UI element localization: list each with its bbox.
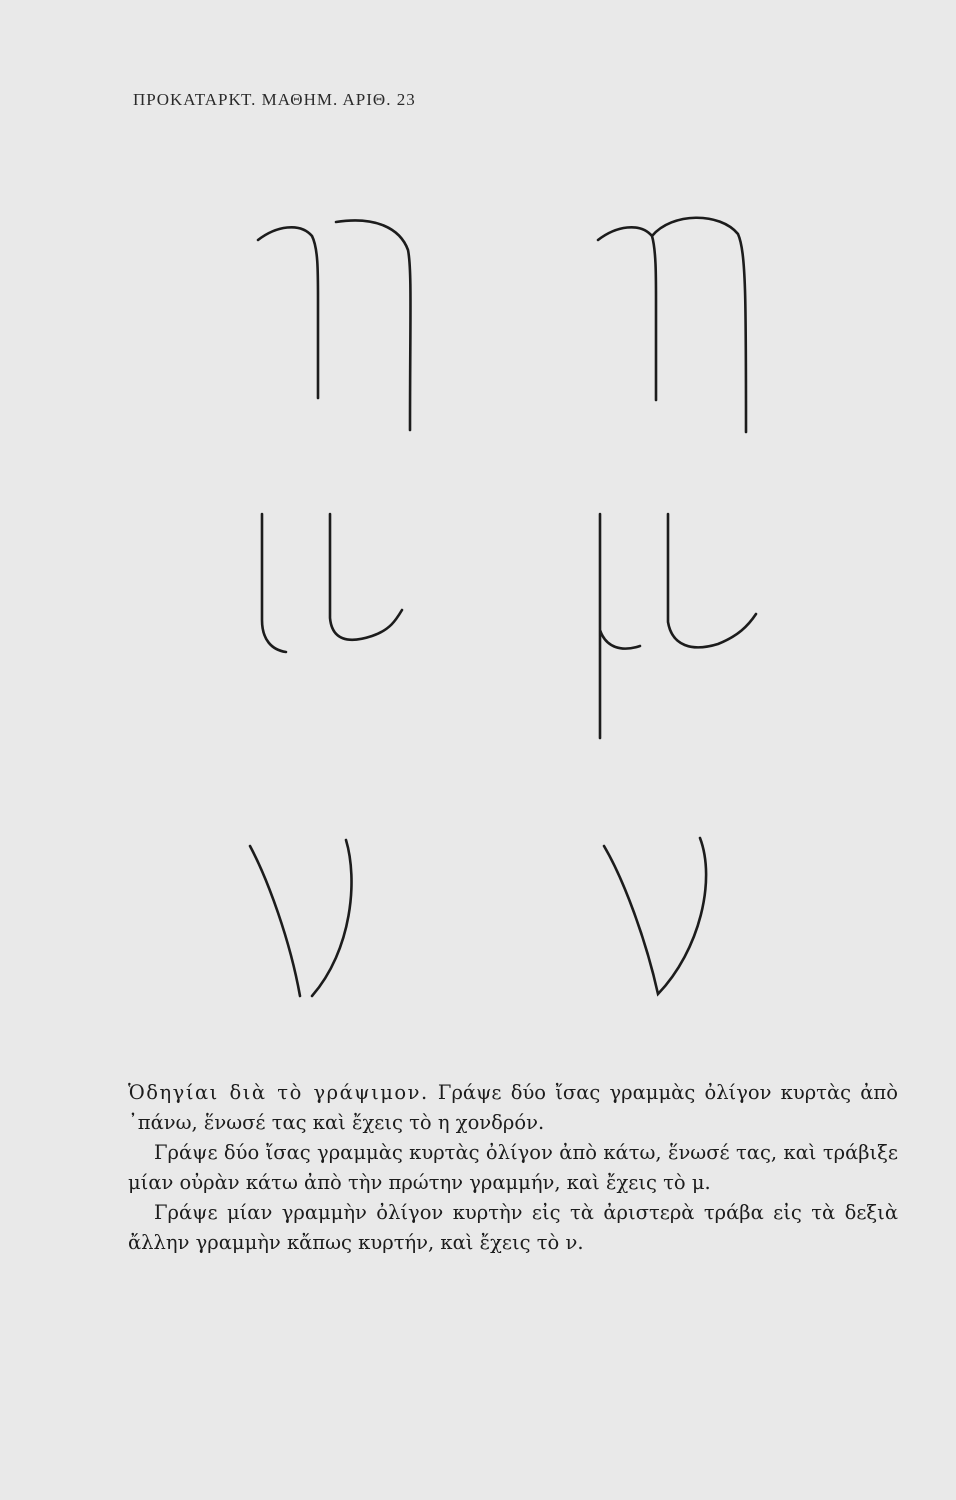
- eta-drawing: [598, 218, 746, 432]
- writing-instructions: [128, 1078, 898, 1258]
- eta-right-stroke: [336, 220, 411, 430]
- nu-right-stroke: [312, 840, 352, 996]
- mu-components-drawing: [262, 514, 402, 652]
- mu-drawing: [600, 514, 756, 738]
- nu-components-drawing: [250, 840, 352, 996]
- mu-stroke: [600, 514, 756, 738]
- eta-components-drawing: [258, 220, 411, 430]
- eta-stroke: [598, 218, 746, 432]
- instruction-mu: Γράψε δύο ἴσας γραμμὰς κυρτὰς ὀλίγον ἀπὸ κάτω, ἕνωσέ τας, καὶ τράβιξε μίαν οὐρὰν κάτω ἀπὸ τὴν πρώτην γραμμήν, καὶ ἔχεις τὸ μ.: [128, 1141, 898, 1194]
- instruction-heading: Ὁδηγίαι διὰ τὸ γράψιμον.: [128, 1081, 429, 1104]
- instruction-eta-text: Γράψε δύο ἴσας γραμμὰς ὀλίγον κυρτὰς ἀπὸ ᾿πάνω, ἕνωσέ τας καὶ ἔχεις τὸ η χονδρόν.: [128, 1081, 898, 1134]
- nu-stroke: [604, 838, 706, 994]
- page-header: ΠΡΟΚΑΤΑΡΚΤ. ΜΑΘΗΜ. ΑΡΙΘ. 23: [133, 90, 416, 109]
- instruction-eta: [128, 1078, 898, 1138]
- nu-left-stroke: [250, 846, 300, 996]
- eta-left-stroke: [258, 227, 318, 398]
- mu-right-stroke: [330, 514, 402, 640]
- mu-left-stroke: [262, 514, 286, 652]
- instruction-nu: Γράψε μίαν γραμμὴν ὀλίγον κυρτὴν εἰς τὰ ἀριστερὰ τράβα εἰς τὰ δεξιὰ ἄλλην γραμμὴν κἄπως κυρτήν, καὶ ἔχεις τὸ ν.: [128, 1201, 898, 1254]
- nu-drawing: [604, 838, 706, 994]
